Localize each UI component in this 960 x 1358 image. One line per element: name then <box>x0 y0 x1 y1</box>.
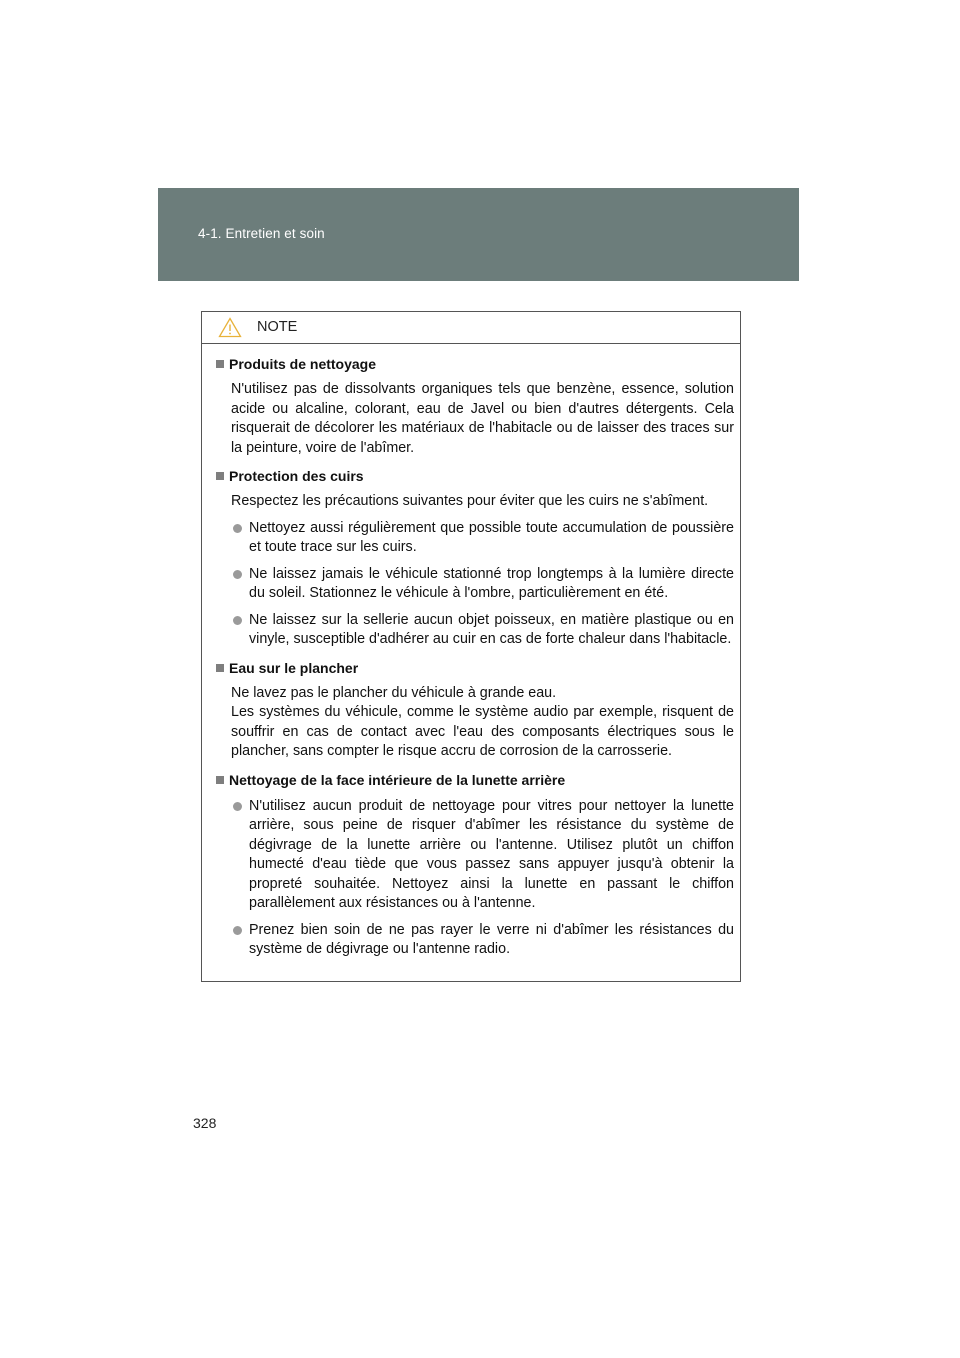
square-bullet-icon <box>216 360 224 368</box>
circle-bullet-icon <box>233 926 242 935</box>
bullet-item <box>231 565 734 604</box>
bullet-item <box>231 797 734 914</box>
section-heading <box>215 770 734 790</box>
section-paragraph: N'utilisez pas de dissolvants organiques tels que benzène, essence, solution acide ou alcaline, colorant, eau de Javel ou bien d'autres détergents. Cela risquerait de décolorer les matériaux de l'habitacle ou de laisser des traces sur la peinture, voire de l'abîmer. <box>231 381 734 456</box>
section-heading-text: Protection des cuirs <box>229 468 364 484</box>
section-heading <box>215 354 734 374</box>
bullet-item <box>231 921 734 960</box>
page-number: 328 <box>193 1115 217 1131</box>
section-paragraph <box>231 684 734 762</box>
square-bullet-icon <box>216 664 224 672</box>
paragraph-line: Les systèmes du véhicule, comme le système audio par exemple, risquent de souffrir en cas de contact avec l'eau des composants électriques sous le plancher, sans compter le risque accru de corrosion de la carrosserie. <box>231 704 734 759</box>
note-header <box>202 312 740 344</box>
note-box <box>201 311 741 982</box>
section-heading-text: Produits de nettoyage <box>229 356 377 372</box>
section-paragraph: Respectez les précautions suivantes pour éviter que les cuirs ne s'abîment. <box>231 493 709 509</box>
section-heading <box>215 658 734 678</box>
section-heading-text: Eau sur le plancher <box>229 659 359 676</box>
bullet-text: Ne laissez jamais le véhicule stationné trop longtemps à la lumière directe du soleil. Stationnez le véhicule à l'ombre, particulièrement en été. <box>249 565 734 601</box>
bullet-text: Nettoyez aussi régulièrement que possible toute accumulation de poussière et toute trace sur les cuirs. <box>249 519 734 555</box>
bullet-item <box>231 519 734 558</box>
warning-icon <box>218 317 242 338</box>
paragraph-line: Ne lavez pas le plancher du véhicule à grande eau. <box>231 684 557 701</box>
square-bullet-icon <box>216 472 224 480</box>
square-bullet-icon <box>216 776 224 784</box>
bullet-text: Ne laissez sur la sellerie aucun objet poisseux, en matière plastique ou en vinyle, susceptible d'adhérer au cuir en cas de forte chaleur dans l'habitacle. <box>249 611 734 647</box>
circle-bullet-icon <box>233 802 242 811</box>
note-label: NOTE <box>257 319 298 335</box>
bullet-text: Prenez bien soin de ne pas rayer le verre ni d'abîmer les résistances du système de dégivrage ou l'antenne radio. <box>249 921 734 957</box>
section-heading <box>215 466 734 486</box>
header-band <box>158 188 799 281</box>
bullet-text: N'utilisez aucun produit de nettoyage pour vitres pour nettoyer la lunette arrière, sous peine de risquer d'abîmer les résistance du système de dégivrage de la lunette arrière ou l'antenne. Utilisez plutôt un chiffon humecté d'eau tiède que vous passez sans appuyer jusqu'à obtenir la propreté souhaitée. Nettoyez ainsi la lunette en passant le chiffon parallèlement aux résistances ou à l'antenne. <box>249 797 734 911</box>
bullet-item <box>231 611 734 650</box>
section-heading-text: Nettoyage de la face intérieure de la lunette arrière <box>229 771 566 788</box>
circle-bullet-icon <box>233 570 242 579</box>
section-title: 4-1. Entretien et soin <box>198 226 325 241</box>
circle-bullet-icon <box>233 524 242 533</box>
note-body <box>202 344 740 960</box>
circle-bullet-icon <box>233 616 242 625</box>
